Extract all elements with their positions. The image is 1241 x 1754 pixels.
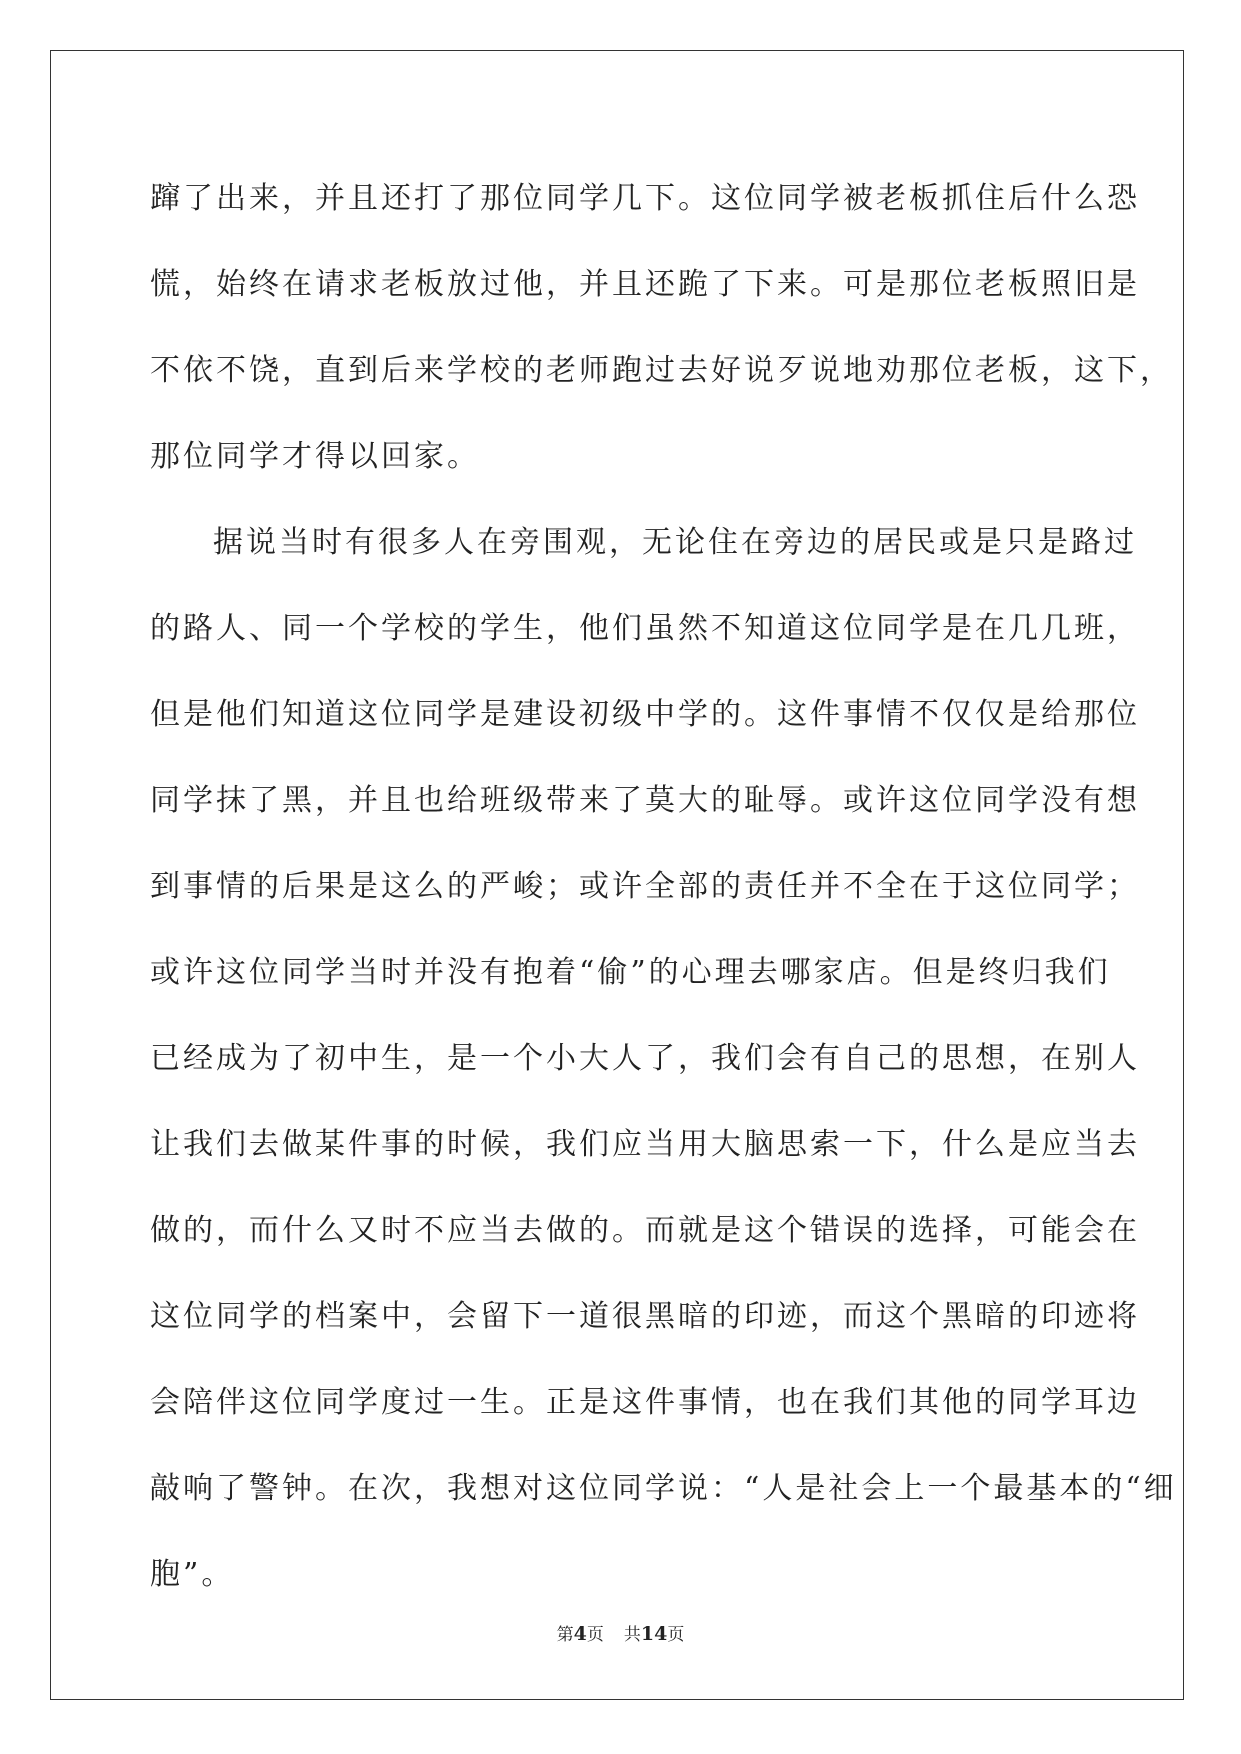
text-line: 慌，始终在请求老板放过他，并且还跪了下来。可是那位老板照旧是 bbox=[150, 267, 1140, 302]
page-footer bbox=[0, 1620, 1241, 1645]
total-prefix: 共 bbox=[623, 1625, 641, 1645]
text-line: 的路人、同一个学校的学生，他们虽然不知道这位同学是在几几班， bbox=[150, 611, 1140, 646]
paragraph-first-line: 据说当时有很多人在旁围观，无论住在旁边的居民或是只是路过 bbox=[213, 525, 1137, 560]
text-line: 同学抹了黑，并且也给班级带来了莫大的耻辱。或许这位同学没有想 bbox=[150, 783, 1140, 818]
text-line: 不依不饶，直到后来学校的老师跑过去好说歹说地劝那位老板，这下， bbox=[150, 353, 1173, 388]
text-line: 或许这位同学当时并没有抱着“偷”的心理去哪家店。但是终归我们 bbox=[150, 955, 1111, 990]
document-body bbox=[150, 156, 1177, 1618]
text-line: 敲响了警钟。在次，我想对这位同学说：“人是社会上一个最基本的“细 bbox=[150, 1471, 1177, 1506]
text-line: 但是他们知道这位同学是建设初级中学的。这件事情不仅仅是给那位 bbox=[150, 697, 1140, 732]
text-line: 那位同学才得以回家。 bbox=[150, 439, 480, 474]
total-pages: 14 bbox=[640, 1623, 668, 1645]
text-line: 已经成为了初中生，是一个小大人了，我们会有自己的思想，在别人 bbox=[150, 1041, 1140, 1076]
text-line: 蹿了出来，并且还打了那位同学几下。这位同学被老板抓住后什么恐 bbox=[150, 181, 1140, 216]
text-line: 到事情的后果是这么的严峻；或许全部的责任并不全在于这位同学； bbox=[150, 869, 1140, 904]
text-line: 让我们去做某件事的时候，我们应当用大脑思索一下，什么是应当去 bbox=[150, 1127, 1140, 1162]
text-line: 胞”。 bbox=[150, 1557, 235, 1592]
text-line: 这位同学的档案中，会留下一道很黑暗的印迹，而这个黑暗的印迹将 bbox=[150, 1299, 1140, 1334]
page-prefix: 第 bbox=[556, 1625, 574, 1645]
page-number: 4 bbox=[573, 1623, 587, 1645]
total-suffix: 页 bbox=[667, 1625, 685, 1645]
text-line: 做的，而什么又时不应当去做的。而就是这个错误的选择，可能会在 bbox=[150, 1213, 1140, 1248]
page-suffix: 页 bbox=[586, 1625, 604, 1645]
text-line: 会陪伴这位同学度过一生。正是这件事情，也在我们其他的同学耳边 bbox=[150, 1385, 1140, 1420]
